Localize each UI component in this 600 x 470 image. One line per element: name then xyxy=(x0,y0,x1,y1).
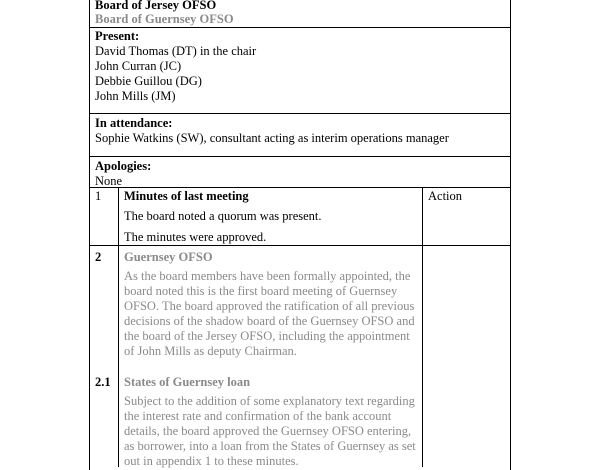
present-member: John Curran (JC) xyxy=(95,59,182,73)
item-number: 2 xyxy=(95,250,102,264)
item-paragraph: Subject to the addition of some explanatory text regarding the interest rate and confirmation of the bank account details, the board approved the Guernsey OFSO entering, as borrower, into a loan from the States of Guernsey as set out in appendix 1 to these minutes. xyxy=(124,394,416,468)
divider xyxy=(89,27,511,28)
action-column-header: Action xyxy=(428,189,463,203)
item-title: States of Guernsey loan xyxy=(124,375,251,389)
item-number: 2.1 xyxy=(95,375,111,389)
item-number: 1 xyxy=(95,189,102,203)
divider xyxy=(89,245,511,246)
attendance-text: Sophie Watkins (SW), consultant acting as interim operations manager xyxy=(95,131,449,145)
divider xyxy=(89,187,511,188)
item-title: Minutes of last meeting xyxy=(124,189,249,203)
column-divider xyxy=(118,187,119,467)
present-member: David Thomas (DT) in the chair xyxy=(95,44,257,58)
board-subtitle: Board of Guernsey OFSO xyxy=(95,12,234,26)
present-member: John Mills (JM) xyxy=(95,89,176,103)
present-heading: Present: xyxy=(95,29,140,43)
item-paragraph: As the board members have been formally appointed, the board noted this is the first board meeting of Guernsey OFSO. The board approved the ratification of all previous decisions of the shadow board of the Guernsey OFSO and the board of the Jersey OFSO, including the appointment of John Mills as deputy Chairman. xyxy=(124,269,415,358)
apologies-text: None xyxy=(95,174,123,188)
minutes-document xyxy=(89,0,511,468)
item-text: The board noted a quorum was present. xyxy=(124,209,322,223)
apologies-heading: Apologies: xyxy=(95,159,152,173)
item-text: The minutes were approved. xyxy=(124,230,267,244)
item-title: Guernsey OFSO xyxy=(124,250,213,264)
divider xyxy=(89,156,511,157)
board-title: Board of Jersey OFSO xyxy=(95,0,217,12)
divider xyxy=(89,113,511,114)
present-member: Debbie Guillou (DG) xyxy=(95,74,202,88)
column-divider xyxy=(422,187,423,467)
attendance-heading: In attendance: xyxy=(95,116,173,130)
